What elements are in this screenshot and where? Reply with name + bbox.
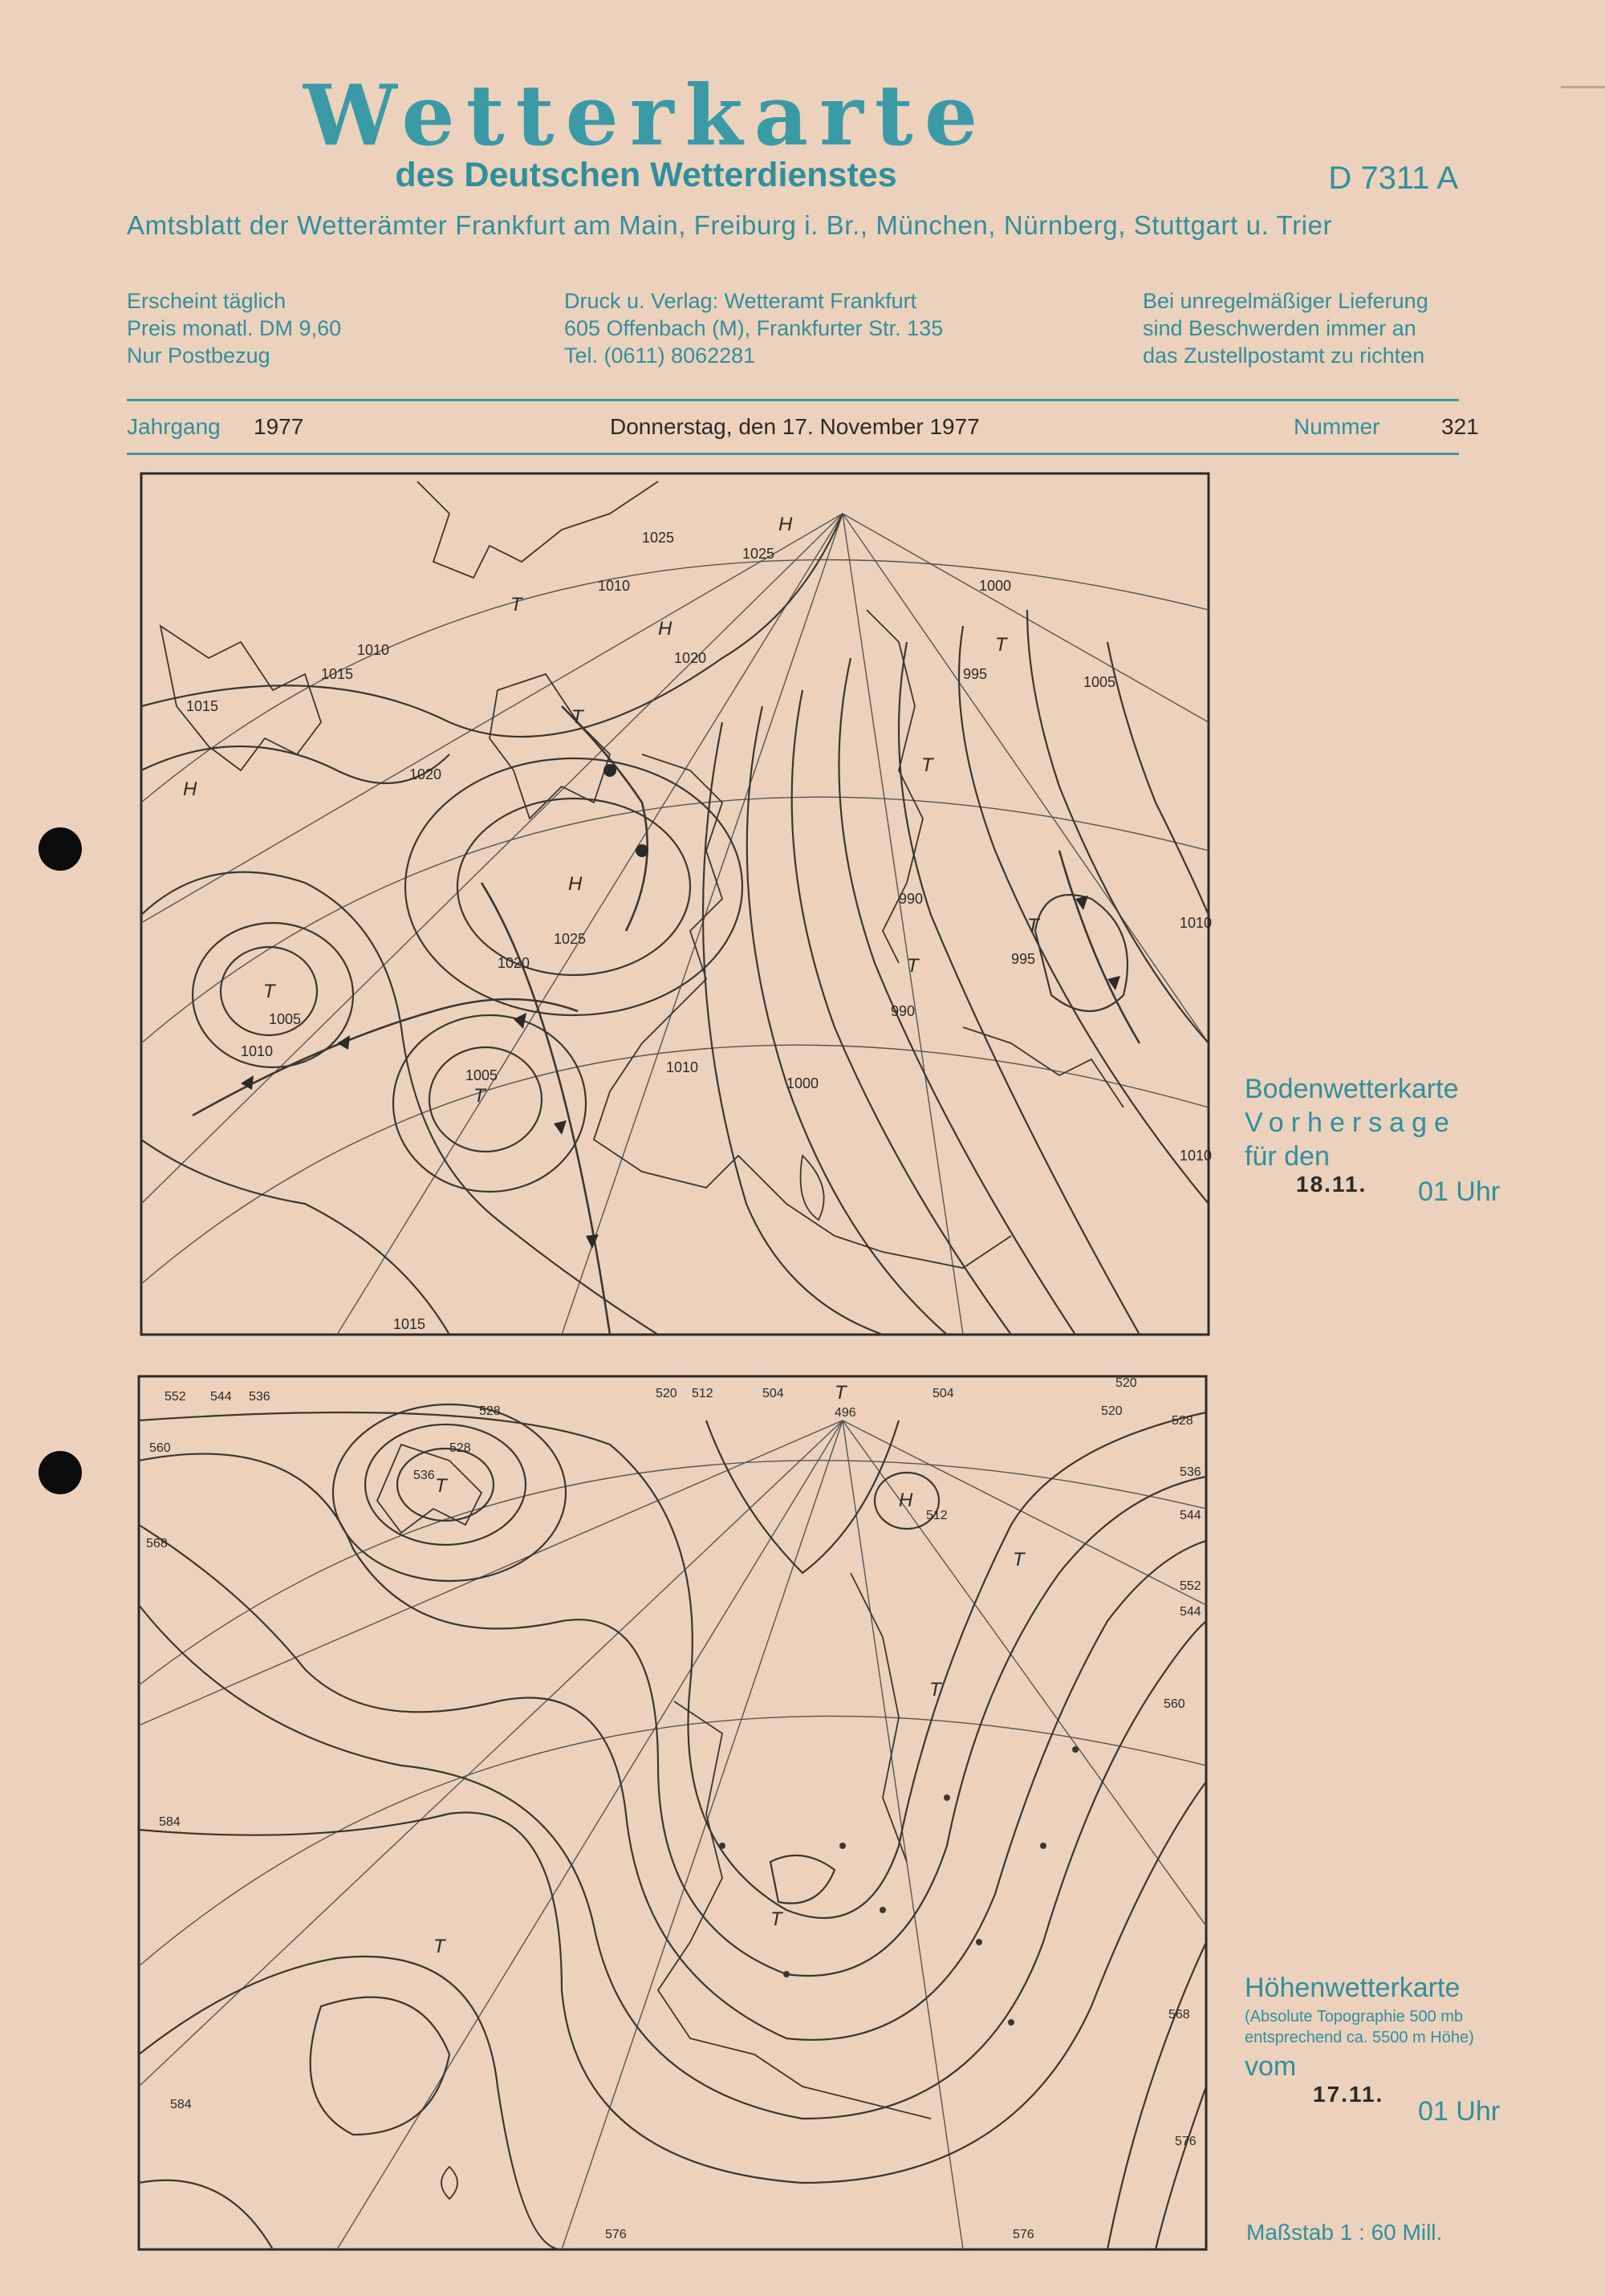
pressure-center-low: T <box>995 634 1007 656</box>
upper-map-frame <box>139 1376 1206 2249</box>
year-value: 1977 <box>254 414 304 439</box>
pressure-center-low: T <box>510 594 522 616</box>
pressure-center-high: H <box>778 514 793 535</box>
pressure-center-low: T <box>1027 915 1039 937</box>
isobar-label: 1025 <box>742 546 775 562</box>
pressure-center-low: T <box>263 981 275 1002</box>
number-label: Nummer <box>1294 414 1380 439</box>
contour-label: 528 <box>449 1441 471 1455</box>
surface-map-lines <box>141 482 1209 1335</box>
contour-label: 552 <box>165 1390 186 1404</box>
info-line: sind Beschwerden immer an <box>1143 316 1416 340</box>
contour-label: 512 <box>692 1387 713 1400</box>
isobar-label: 1005 <box>269 1011 302 1027</box>
pressure-center-low: T <box>433 1936 445 1957</box>
surface-map-title: Bodenwetterkarte <box>1245 1074 1459 1104</box>
info-line: Preis monatl. DM 9,60 <box>127 316 342 340</box>
upper-map-from-label: vom <box>1245 2051 1297 2082</box>
edge-mark <box>1561 86 1605 88</box>
document-number: D 7311 A <box>1328 161 1458 196</box>
isobar-label: 1005 <box>465 1067 498 1083</box>
isobar-label: 1015 <box>321 666 354 682</box>
punch-hole <box>39 1451 82 1494</box>
punch-hole <box>39 827 82 871</box>
contour-label: 520 <box>1101 1404 1123 1418</box>
isobar-label: 1020 <box>409 766 442 782</box>
upper-map-note-line1: (Absolute Topographie 500 mb <box>1245 2008 1464 2026</box>
pressure-center-high: H <box>658 618 672 640</box>
contour-label: 544 <box>1180 1605 1201 1619</box>
isobar-label: 1010 <box>666 1059 699 1075</box>
isobar-label: 990 <box>899 891 924 907</box>
contour-label: 536 <box>413 1469 435 1482</box>
isobar-label: 1010 <box>598 578 631 594</box>
isobar-label: 1020 <box>674 650 707 666</box>
contour-label: 528 <box>1172 1414 1193 1428</box>
newspaper-title: Wetterkarte <box>303 66 989 165</box>
contour-label: 544 <box>1180 1509 1201 1522</box>
number-value: 321 <box>1441 414 1479 439</box>
isobar-label: 1000 <box>786 1075 819 1091</box>
upper-map-title: Höhenwetterkarte <box>1245 1973 1461 2003</box>
isobar-label: 1020 <box>498 955 530 971</box>
contour-label: 520 <box>1115 1376 1137 1390</box>
isobar-label: 1010 <box>241 1043 274 1059</box>
contour-label: 568 <box>146 1537 168 1550</box>
map-scale: Maßstab 1 : 60 Mill. <box>1246 2220 1443 2245</box>
upper-map-date: 17.11. <box>1313 2082 1384 2107</box>
pressure-center-high: H <box>183 778 197 800</box>
info-line: das Zustellpostamt zu richten <box>1143 343 1425 368</box>
contour-label: 504 <box>762 1387 784 1400</box>
surface-map-for-label: für den <box>1245 1141 1330 1172</box>
info-line: 605 Offenbach (M), Frankfurter Str. 135 <box>564 316 944 340</box>
pressure-center-high: H <box>899 1489 913 1511</box>
isobar-label: 1010 <box>357 642 390 658</box>
pressure-center-low: T <box>770 1908 782 1930</box>
surface-map-subtitle: Vorhersage <box>1245 1107 1457 1138</box>
issue-date: Donnerstag, den 17. November 1977 <box>610 414 980 439</box>
contour-label: 552 <box>1180 1579 1201 1593</box>
info-line: Tel. (0611) 8062281 <box>564 343 756 368</box>
year-label: Jahrgang <box>127 414 221 439</box>
pressure-center-low: T <box>571 706 583 728</box>
surface-map-frame <box>141 473 1209 1335</box>
contour-label: 528 <box>479 1404 501 1418</box>
isobar-label: 1010 <box>1180 1148 1213 1164</box>
isobar-label: 1005 <box>1083 674 1116 690</box>
contour-label: 536 <box>249 1390 270 1404</box>
upper-map-time: 01 Uhr <box>1418 2096 1501 2127</box>
surface-map-time: 01 Uhr <box>1418 1176 1501 1207</box>
contour-label: 536 <box>1180 1465 1201 1479</box>
contour-label: 544 <box>210 1390 232 1404</box>
newspaper-subtitle: des Deutschen Wetterdienstes <box>395 156 897 194</box>
surface-front-markers <box>241 764 1120 1249</box>
isobar-label: 995 <box>1011 951 1036 967</box>
contour-label: 504 <box>933 1387 954 1400</box>
isobar-label: 1010 <box>1180 915 1213 931</box>
contour-label: 584 <box>170 2098 192 2111</box>
info-line: Druck u. Verlag: Wetteramt Frankfurt <box>564 289 917 313</box>
contour-label: 568 <box>1168 2008 1190 2022</box>
contour-label: 584 <box>159 1815 181 1829</box>
isobar-label: 1025 <box>642 530 675 546</box>
surface-map-date: 18.11. <box>1296 1172 1367 1197</box>
info-line: Nur Postbezug <box>127 343 270 368</box>
contour-label: 576 <box>1175 2135 1197 2148</box>
pressure-center-low: T <box>1013 1549 1025 1571</box>
isobar-label: 1015 <box>393 1316 426 1332</box>
contour-label: 576 <box>1013 2228 1034 2241</box>
info-line: Bei unregelmäßiger Lieferung <box>1143 289 1428 313</box>
pressure-center-high: H <box>568 873 583 895</box>
pressure-center-low: T <box>835 1382 847 1404</box>
contour-label: 512 <box>926 1509 948 1522</box>
offices-line: Amtsblatt der Wetterämter Frankfurt am Main, Freiburg i. Br., München, Nürnberg, Stuttgart u. Trier <box>127 210 1333 240</box>
info-line: Erscheint täglich <box>127 289 286 313</box>
isobar-label: 995 <box>963 666 988 682</box>
contour-label: 560 <box>149 1441 171 1455</box>
pressure-center-low: T <box>473 1085 486 1107</box>
upper-map-lines <box>139 1404 1206 2249</box>
pressure-center-low: T <box>907 955 919 977</box>
contour-label: 576 <box>605 2228 627 2241</box>
contour-label: 520 <box>656 1387 677 1400</box>
pressure-center-low: T <box>929 1679 941 1701</box>
upper-map-note-line2: entsprechend ca. 5500 m Höhe) <box>1245 2029 1474 2046</box>
pressure-center-low: T <box>921 754 933 776</box>
contour-label: 560 <box>1164 1697 1185 1711</box>
pressure-center-low: T <box>435 1475 447 1497</box>
isobar-label: 990 <box>891 1003 916 1019</box>
isobar-label: 1025 <box>554 931 587 947</box>
isobar-label: 1015 <box>186 698 219 714</box>
contour-label: 496 <box>835 1406 856 1420</box>
isobar-label: 1000 <box>979 578 1012 594</box>
